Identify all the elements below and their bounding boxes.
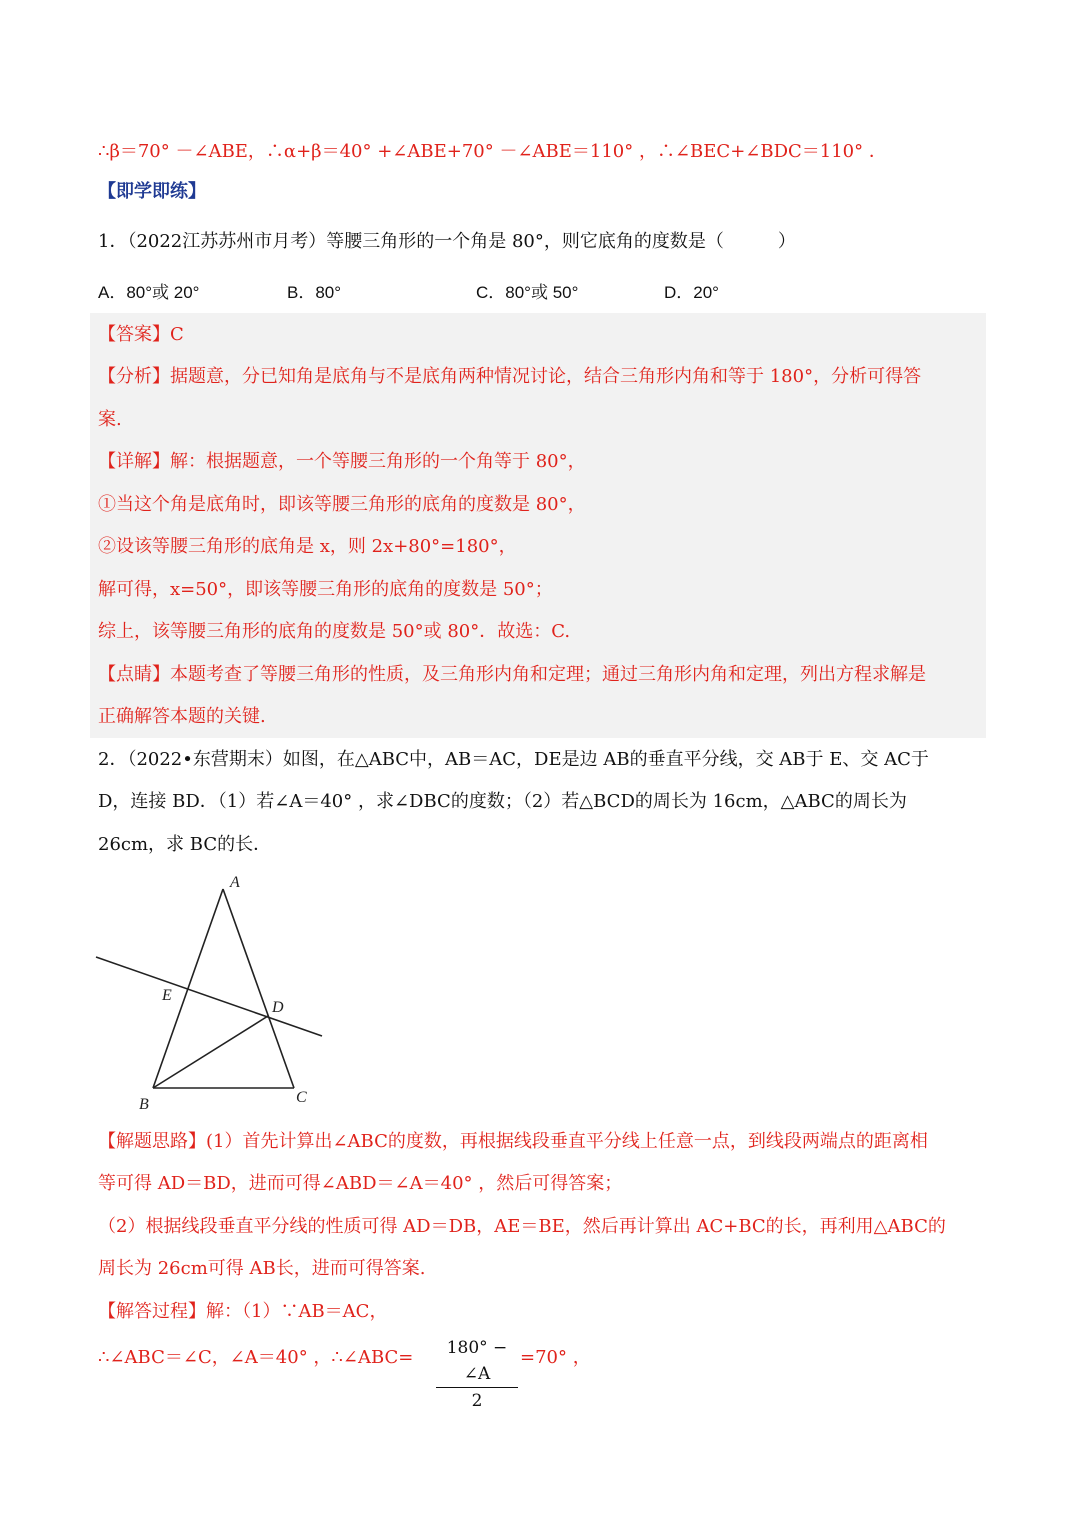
answer-line: 【答案】C [98, 324, 184, 345]
solution-idea-line-2: 等可得 AD＝BD，进而可得∠ABD＝∠A＝40° ，然后可得答案； [98, 1173, 623, 1194]
label-d: D [272, 999, 284, 1016]
solution-idea-line-3: （2）根据线段垂直平分线的性质可得 AD＝DB，AE＝BE，然后再计算出 AC+BC的长，再利用△ABC的 [98, 1216, 946, 1237]
option-c: C．80°或 50° [476, 283, 579, 302]
question-1: 1．（2022江苏苏州市月考）等腰三角形的一个角是 80°，则它底角的度数是（ ） [98, 231, 796, 252]
analysis-line-1: 【分析】据题意，分已知角是底角与不是底角两种情况讨论，结合三角形内角和等于 180°，分析可得答 [98, 366, 922, 387]
detail-line-2: ①当这个角是底角时，即该等腰三角形的底角的度数是 80°， [98, 494, 586, 515]
detail-line-3: ②设该等腰三角形的底角是 x，则 2x+80°=180°， [98, 536, 517, 557]
point-line-1: 【点睛】本题考查了等腰三角形的性质，及三角形内角和定理；通过三角形内角和定理，列出方程求解是 [98, 664, 926, 685]
triangle-figure [90, 868, 330, 1118]
analysis-line-2: 案. [98, 409, 122, 430]
label-b: B [139, 1096, 149, 1113]
label-c: C [296, 1089, 307, 1106]
option-b: B．80° [287, 283, 342, 302]
solution-idea-line-4: 周长为 26cm可得 AB长，进而可得答案. [98, 1258, 426, 1279]
detail-line-1: 【详解】解：根据题意，一个等腰三角形的一个角等于 80°， [98, 451, 586, 472]
fraction-numerator: 180° − ∠A [446, 1338, 508, 1384]
perpendicular-bisector-de [96, 957, 322, 1036]
fraction-expression [436, 1335, 518, 1414]
solution-idea-line-1: 【解题思路】(1）首先计算出∠ABC的度数，再根据线段垂直平分线上任意一点，到线段两端点的距离相 [98, 1131, 928, 1152]
question-2-line-3: 26cm，求 BC的长． [98, 834, 272, 855]
question-2-line-2: D，连接 BD．（1）若∠A＝40° ，求∠DBC的度数；（2）若△BCD的周长为 16cm，△ABC的周长为 [98, 791, 907, 812]
process-line-2-start: ∴∠ABC＝∠C，∠A＝40° ，∴∠ABC= [98, 1347, 414, 1368]
detail-line-4: 解可得，x=50°，即该等腰三角形的底角的度数是 50°； [98, 579, 553, 600]
label-e: E [162, 987, 172, 1004]
detail-line-5: 综上，该等腰三角形的底角的度数是 50°或 80°．故选：C. [98, 621, 571, 642]
process-line-1: 【解答过程】解：（1）∵AB＝AC， [98, 1301, 388, 1322]
process-line-2-end: =70° ， [520, 1347, 591, 1368]
option-d: D．20° [664, 283, 719, 302]
side-ac [223, 889, 294, 1088]
solution-conclusion-line: ∴β＝70° －∠ABE，∴α+β＝40° +∠ABE+70° －∠ABE＝110° ，∴∠BEC+∠BDC＝110° ． [98, 141, 887, 162]
label-a: A [230, 874, 240, 891]
point-line-2: 正确解答本题的关键. [98, 706, 266, 727]
segment-bd [153, 1016, 268, 1088]
question-2-line-1: 2．（2022•东营期末）如图，在△ABC中，AB＝AC，DE是边 AB的垂直平分线，交 AB于 E、交 AC于 [98, 749, 929, 770]
section-heading: 【即学即练】 [98, 181, 206, 202]
option-a: A．80°或 20° [98, 283, 200, 302]
fraction-denominator: 2 [471, 1391, 483, 1411]
